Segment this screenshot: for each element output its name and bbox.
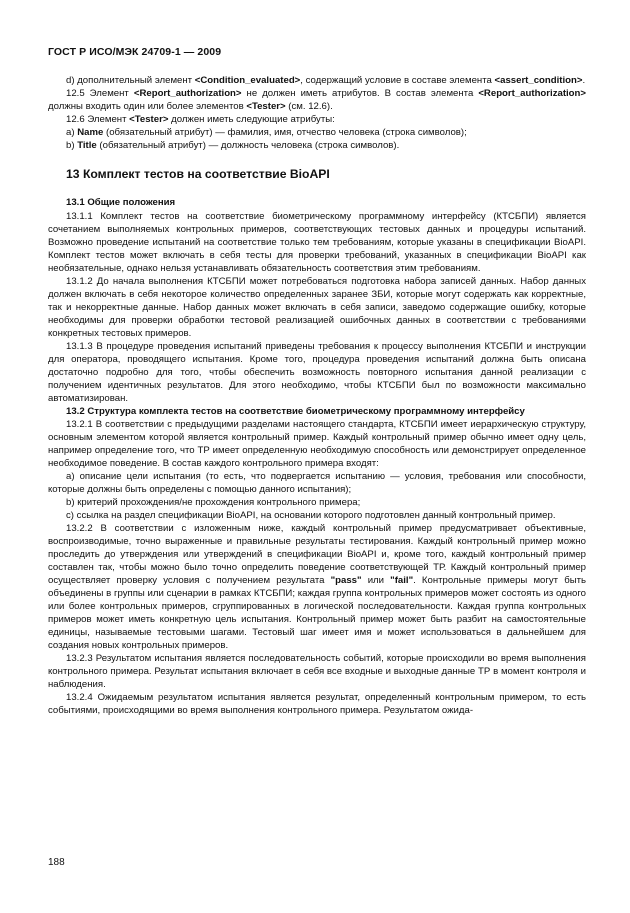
- text-run: или: [361, 575, 391, 586]
- page-number: 188: [48, 857, 65, 868]
- paragraph-13-1-2: 13.1.2 До начала выполнения КТСБПИ может потребоваться подготовка набора записей данных. Набор данных должен включать в себя некоторое количество определенных заранее ЗБИ, которые могут содержать как корректные, так и некорректные данные. Набор данных может включать в себя записи, заведомо содержащие ошибку, которые необходимы для проверки обработки тестовой реализацией ошибочных данных в соответствии с требованиями конкретных тестовых примеров.: [48, 276, 586, 339]
- text-run: .: [582, 75, 586, 86]
- text-run: (обязательный атрибут) — должность человека (строка символов).: [96, 140, 400, 151]
- list-item-b: [48, 139, 586, 152]
- xml-tag: <Tester>: [246, 101, 286, 112]
- paragraph-13-2-2: [48, 522, 586, 652]
- paragraph-12-6: [48, 113, 586, 126]
- paragraph-13-2-4: 13.2.4 Ожидаемым результатом испытания является результат, определенный контрольным примером, то есть событиями, происходящими во время выполнения контрольного примера. Результатом ожида-: [48, 692, 586, 716]
- subsection-13-1-heading: 13.1 Общие положения: [66, 197, 176, 208]
- paragraph-13-1-1: 13.1.1 Комплект тестов на соответствие биометрическому программному интерфейсу (КТСБПИ) является сочетанием выполняемых контрольных примеров, соответствующих тестовых данных и процедуры испытаний. Возможно проведение испытаний на соответствие только тем требованиям, которые указаны в спецификации BioAPI. Комплект тестов может включать в себя тесты для проверки требований, указанных в спецификации BioAPI как необязательные, однако нельзя устанавливать обязательность соответствия этим требованиям.: [48, 211, 586, 274]
- text-run: b): [66, 140, 78, 151]
- list-item-b: b) критерий прохождения/не прохождения контрольного примера;: [66, 497, 361, 508]
- xml-tag: <Condition_evaluated>: [194, 75, 301, 86]
- paragraph-12-5: [48, 87, 586, 113]
- paragraph-13-2-1: 13.2.1 В соответствии с предыдущими разделами настоящего стандарта, КТСБПИ имеет иерархическую структуру, основным элементом которой является контрольный пример. Каждый контрольный пример обычно имеет одну цель, например определение того, что ТР имеет определенную необходимую способность или демонстрирует определенное необходимое поведение. В состав каждого контрольного примера входят:: [48, 419, 586, 469]
- attribute-name: Name: [77, 127, 104, 138]
- text-run: a): [66, 127, 78, 138]
- attribute-name: Title: [77, 140, 97, 151]
- result-fail: "fail": [390, 575, 414, 586]
- result-pass: "pass": [330, 575, 362, 586]
- text-run: не должен иметь атрибутов. В состав элемента: [241, 88, 479, 99]
- xml-tag: <Tester>: [129, 114, 169, 125]
- text-run: d) дополнительный элемент: [66, 75, 195, 86]
- text-run: должны входить один или более элементов: [48, 101, 247, 112]
- running-header: ГОСТ Р ИСО/МЭК 24709-1 — 2009: [48, 46, 222, 58]
- text-run: . Контрольные примеры могут быть объединены в группы или сценарии в рамках КТСБПИ; каждая группа контрольных примеров может состоять из одного или более контрольных примеров, сгруппированных в логической последовательности. Каждая группа контрольных примеров может иметь конкретную цель испытания. Контрольный пример может быть разбит на самостоятельные единицы, называемые тестовыми шагами. Тестовый шаг имеет имя и может использоваться в дальнейшем для создания новых контрольных примеров.: [48, 575, 586, 651]
- text-run: (см. 12.6).: [285, 101, 333, 112]
- xml-tag: <Report_authorization>: [478, 88, 587, 99]
- paragraph-13-2-3: 13.2.3 Результатом испытания является последовательность событий, которые происходили во время выполнения контрольного примера. Результат испытания включает в себя все входные и выходные данные ТР в момент контроля и наблюдения.: [48, 653, 586, 690]
- page-body: [48, 74, 586, 717]
- list-item-a: a) описание цели испытания (то есть, что подвергается испытанию — условия, требования или способности, которые должны быть определены с помощью данного испытания);: [48, 471, 586, 495]
- section-13-heading: 13 Комплект тестов на соответствие BioAPI: [66, 167, 330, 181]
- xml-tag: <assert_condition>: [494, 75, 583, 86]
- list-item-a: [48, 126, 586, 139]
- list-item-d: [48, 74, 586, 87]
- subsection-13-2-heading: 13.2 Структура комплекта тестов на соответствие биометрическому программному интерфейсу: [66, 406, 525, 417]
- paragraph-13-1-3: 13.1.3 В процедуре проведения испытаний приведены требования к процессу выполнения КТСБПИ и инструкции для оператора, проводящего испытания. Кроме того, процедура проведения испытаний должна быть описана достаточно подробно для того, чтобы обеспечить возможность повторного испытания данной реализации с получением идентичных результатов. Для этого необходимо, чтобы КТСБПИ был по возможности максимально автоматизирован.: [48, 341, 586, 404]
- text-run: 12.5 Элемент: [66, 88, 134, 99]
- list-item-c: c) ссылка на раздел спецификации BioAPI, на основании которого подготовлен данный контрольный пример.: [66, 510, 556, 521]
- text-run: 12.6 Элемент: [66, 114, 130, 125]
- text-run: 13.2.2 В соответствии с изложенным ниже, каждый контрольный пример предусматривает объективные, воспроизводимые, точно выраженные и правильные результаты тестирования. Каждый контрольный пример можно проследить до утверждения или утверждений в спецификации BioAPI и, кроме того, каждый контрольный пример составлен так, чтобы можно было точно определить поведение соответствующей ТР. Каждый контрольный пример осуществляет проверку условия с получением результата: [48, 523, 586, 586]
- text-run: , содержащий условие в составе элемента: [300, 75, 495, 86]
- text-run: должен иметь следующие атрибуты:: [168, 114, 335, 125]
- xml-tag: <Report_authorization>: [133, 88, 242, 99]
- text-run: (обязательный атрибут) — фамилия, имя, отчество человека (строка символов);: [103, 127, 467, 138]
